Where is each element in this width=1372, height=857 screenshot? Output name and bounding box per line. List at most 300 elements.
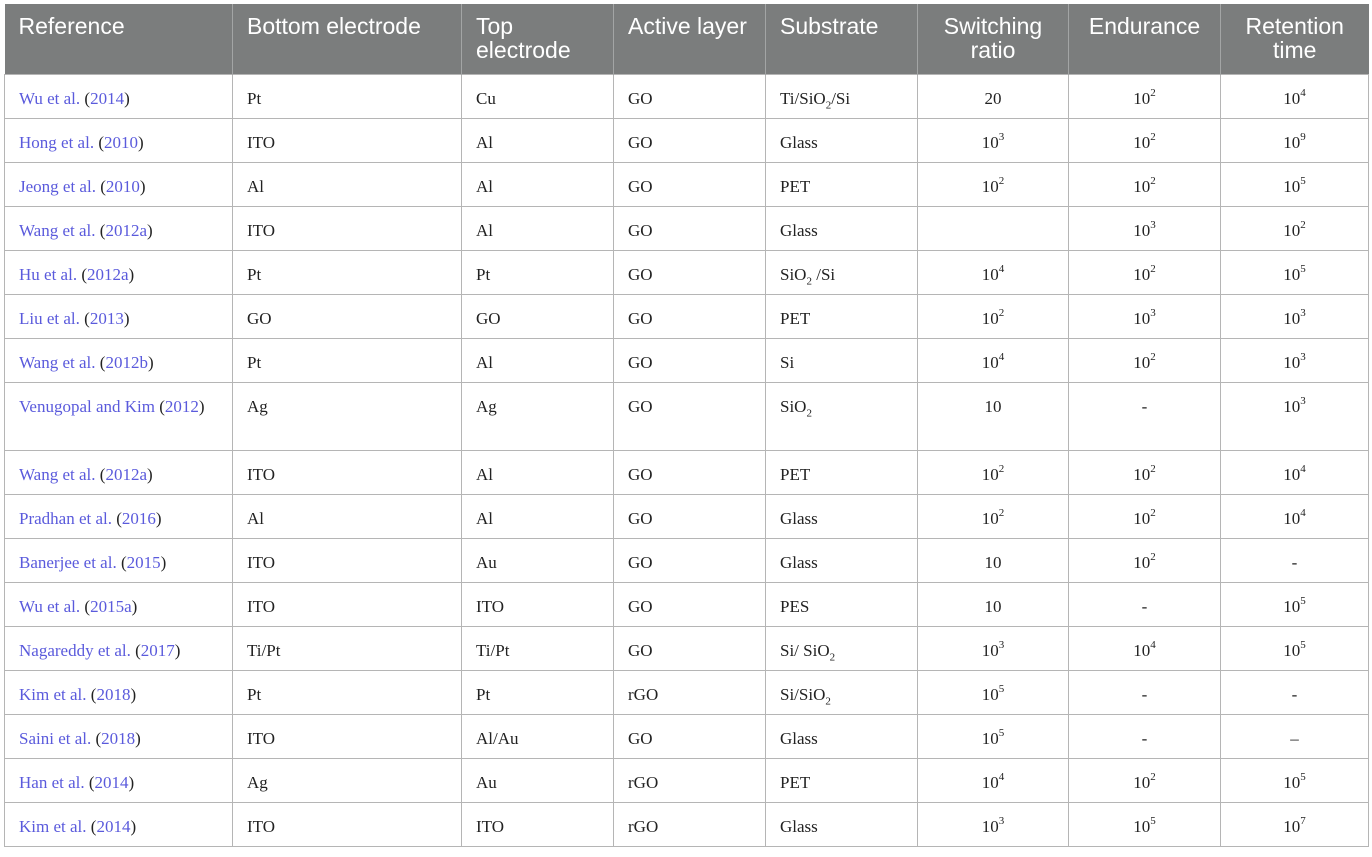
endurance-base: 10 xyxy=(1133,220,1151,240)
switching-ratio-exponent: 2 xyxy=(998,306,1005,319)
active-layer-cell: GO xyxy=(614,382,766,450)
retention-time-base: 10 xyxy=(1283,352,1301,372)
top-electrode-cell: ITO xyxy=(462,802,614,846)
reference-cell: Liu et al. (2013) xyxy=(5,294,233,338)
switching-ratio-base: 20 xyxy=(984,88,1002,108)
substrate-cell xyxy=(766,714,918,758)
endurance-base: 10 xyxy=(1133,352,1151,372)
switching-ratio-base: 10 xyxy=(984,552,1002,572)
reference-author-link[interactable]: Hong et al. xyxy=(19,132,95,152)
reference-cell: Pradhan et al. (2016) xyxy=(5,494,233,538)
endurance-base: - xyxy=(1141,684,1148,704)
table-row xyxy=(5,294,1369,338)
retention-time-base: - xyxy=(1291,552,1298,572)
switching-ratio-base: 10 xyxy=(981,264,999,284)
bottom-electrode-cell: Pt xyxy=(233,670,462,714)
switching-ratio-base: 10 xyxy=(981,176,999,196)
endurance-cell xyxy=(1069,670,1221,714)
active-layer-cell: GO xyxy=(614,162,766,206)
reference-year-link[interactable]: 2018 xyxy=(96,684,131,704)
retention-time-cell xyxy=(1221,206,1369,250)
switching-ratio-cell xyxy=(918,714,1069,758)
substrate-text: Si xyxy=(780,352,795,372)
header-switching-ratio: Switching ratio xyxy=(918,4,1069,74)
substrate-cell xyxy=(766,802,918,846)
switching-ratio-base: 10 xyxy=(981,684,999,704)
reference-year-link[interactable]: 2012b xyxy=(105,352,148,372)
endurance-base: 10 xyxy=(1133,508,1151,528)
reference-cell: Kim et al. (2014) xyxy=(5,802,233,846)
switching-ratio-base: 10 xyxy=(981,352,999,372)
substrate-text: PES xyxy=(780,596,810,616)
substrate-text-tail: /Si xyxy=(831,88,851,108)
endurance-exponent: 5 xyxy=(1150,814,1156,827)
top-electrode-cell: Al xyxy=(462,338,614,382)
table-row xyxy=(5,206,1369,250)
endurance-base: - xyxy=(1141,728,1148,748)
retention-time-cell xyxy=(1221,382,1369,450)
substrate-text: PET xyxy=(780,464,811,484)
switching-ratio-cell xyxy=(918,338,1069,382)
top-electrode-cell: Al xyxy=(462,494,614,538)
reference-author-link[interactable]: Kim et al. xyxy=(19,816,87,836)
bottom-electrode-cell: ITO xyxy=(233,714,462,758)
table-row xyxy=(5,450,1369,494)
switching-ratio-cell xyxy=(918,450,1069,494)
endurance-cell xyxy=(1069,162,1221,206)
endurance-exponent: 2 xyxy=(1150,462,1156,475)
endurance-cell xyxy=(1069,250,1221,294)
retention-time-base: 10 xyxy=(1283,396,1301,416)
endurance-cell xyxy=(1069,450,1221,494)
endurance-exponent: 2 xyxy=(1150,350,1156,363)
endurance-cell xyxy=(1069,538,1221,582)
switching-ratio-base: 10 xyxy=(981,132,999,152)
switching-ratio-exponent: 2 xyxy=(998,462,1005,475)
table-row xyxy=(5,538,1369,582)
retention-time-cell xyxy=(1221,450,1369,494)
endurance-base: 10 xyxy=(1133,464,1151,484)
switching-ratio-base: 10 xyxy=(981,772,999,792)
endurance-base: 10 xyxy=(1133,88,1151,108)
endurance-cell xyxy=(1069,802,1221,846)
bottom-electrode-cell: ITO xyxy=(233,450,462,494)
switching-ratio-cell xyxy=(918,250,1069,294)
bottom-electrode-cell: Al xyxy=(233,494,462,538)
bottom-electrode-cell: ITO xyxy=(233,582,462,626)
substrate-cell xyxy=(766,338,918,382)
reference-author-link[interactable]: Liu et al. xyxy=(19,308,80,328)
switching-ratio-cell xyxy=(918,670,1069,714)
substrate-cell xyxy=(766,450,918,494)
endurance-cell xyxy=(1069,294,1221,338)
substrate-text: Glass xyxy=(780,508,818,528)
header-substrate: Substrate xyxy=(766,4,918,74)
substrate-text: Glass xyxy=(780,816,818,836)
bottom-electrode-cell: Ti/Pt xyxy=(233,626,462,670)
switching-ratio-base: 10 xyxy=(981,464,999,484)
substrate-text: PET xyxy=(780,176,811,196)
retention-time-base: 10 xyxy=(1283,772,1301,792)
reference-year-link[interactable]: 2012a xyxy=(105,464,147,484)
top-electrode-cell: Au xyxy=(462,538,614,582)
switching-ratio-base: 10 xyxy=(981,508,999,528)
active-layer-cell: GO xyxy=(614,250,766,294)
endurance-cell xyxy=(1069,714,1221,758)
substrate-text-tail: /Si xyxy=(811,264,836,284)
active-layer-cell: rGO xyxy=(614,802,766,846)
reference-cell: Hong et al. (2010) xyxy=(5,118,233,162)
reference-cell: Han et al. (2014) xyxy=(5,758,233,802)
retention-time-base: 10 xyxy=(1283,88,1301,108)
header-top-electrode: Top electrode xyxy=(462,4,614,74)
table-row xyxy=(5,670,1369,714)
endurance-cell xyxy=(1069,338,1221,382)
top-electrode-cell: Au xyxy=(462,758,614,802)
switching-ratio-exponent: 5 xyxy=(998,726,1005,739)
switching-ratio-cell xyxy=(918,294,1069,338)
retention-time-exponent: 3 xyxy=(1300,394,1306,407)
reference-cell: Wu et al. (2014) xyxy=(5,74,233,118)
endurance-exponent: 2 xyxy=(1150,770,1156,783)
endurance-base: 10 xyxy=(1133,640,1151,660)
substrate-subscript: 2 xyxy=(806,406,812,419)
retention-time-exponent: 5 xyxy=(1300,594,1306,607)
switching-ratio-exponent: 2 xyxy=(998,506,1005,519)
top-electrode-cell: Al xyxy=(462,450,614,494)
switching-ratio-cell xyxy=(918,758,1069,802)
header-row xyxy=(5,4,1369,74)
reference-year-link[interactable]: 2014 xyxy=(96,816,131,836)
switching-ratio-cell xyxy=(918,802,1069,846)
substrate-cell xyxy=(766,250,918,294)
reference-cell: Kim et al. (2018) xyxy=(5,670,233,714)
reference-year-link[interactable]: 2015a xyxy=(90,596,132,616)
retention-time-base: 10 xyxy=(1283,464,1301,484)
endurance-exponent: 2 xyxy=(1150,86,1156,99)
reference-year-link[interactable]: 2010 xyxy=(104,132,138,152)
endurance-exponent: 2 xyxy=(1150,174,1156,187)
reference-author-link[interactable]: Hu et al. xyxy=(19,264,78,284)
reference-year-link[interactable]: 2012a xyxy=(105,220,147,240)
table-row xyxy=(5,118,1369,162)
retention-time-cell xyxy=(1221,758,1369,802)
reference-cell: Wang et al. (2012a) xyxy=(5,206,233,250)
active-layer-cell: GO xyxy=(614,494,766,538)
endurance-exponent: 3 xyxy=(1150,218,1156,231)
bottom-electrode-cell: ITO xyxy=(233,538,462,582)
table-row xyxy=(5,714,1369,758)
reference-cell: Jeong et al. (2010) xyxy=(5,162,233,206)
table-row xyxy=(5,162,1369,206)
active-layer-cell: GO xyxy=(614,206,766,250)
endurance-exponent: 2 xyxy=(1150,506,1156,519)
top-electrode-cell: Al xyxy=(462,118,614,162)
switching-ratio-cell xyxy=(918,206,1069,250)
active-layer-cell: GO xyxy=(614,294,766,338)
endurance-cell xyxy=(1069,582,1221,626)
switching-ratio-exponent: 4 xyxy=(998,262,1005,275)
top-electrode-cell: Al xyxy=(462,162,614,206)
switching-ratio-cell xyxy=(918,582,1069,626)
substrate-text: Glass xyxy=(780,728,818,748)
reference-year-link[interactable]: 2014 xyxy=(90,88,125,108)
reference-author-link[interactable]: Wang et al. xyxy=(19,464,96,484)
header-endurance: Endurance xyxy=(1069,4,1221,74)
reference-year-link[interactable]: 2013 xyxy=(89,308,124,328)
reference-author-link[interactable]: Jeong et al. xyxy=(19,176,96,196)
top-electrode-cell: GO xyxy=(462,294,614,338)
reference-year-link[interactable]: 2012a xyxy=(87,264,129,284)
endurance-exponent: 2 xyxy=(1150,130,1156,143)
retention-time-exponent: 5 xyxy=(1300,174,1306,187)
retention-time-base: 10 xyxy=(1283,640,1301,660)
bottom-electrode-cell: GO xyxy=(233,294,462,338)
bottom-electrode-cell: Ag xyxy=(233,382,462,450)
retention-time-exponent: 4 xyxy=(1300,506,1306,519)
substrate-cell xyxy=(766,382,918,450)
bottom-electrode-cell: Pt xyxy=(233,338,462,382)
table-row xyxy=(5,338,1369,382)
reference-year-link[interactable]: 2010 xyxy=(105,176,140,196)
substrate-text: Glass xyxy=(780,552,818,572)
reference-author-link[interactable]: Wu et al. xyxy=(19,88,81,108)
retention-time-cell xyxy=(1221,338,1369,382)
switching-ratio-cell xyxy=(918,162,1069,206)
endurance-base: 10 xyxy=(1133,772,1151,792)
switching-ratio-exponent: 3 xyxy=(998,130,1005,143)
table-row xyxy=(5,626,1369,670)
endurance-exponent: 2 xyxy=(1150,550,1156,563)
substrate-cell xyxy=(766,538,918,582)
reference-author-link[interactable]: Venugopal and Kim xyxy=(19,396,155,416)
endurance-exponent: 4 xyxy=(1150,638,1156,651)
switching-ratio-exponent: 2 xyxy=(998,174,1005,187)
table-row xyxy=(5,74,1369,118)
retention-time-base: - xyxy=(1291,684,1298,704)
substrate-text: Glass xyxy=(780,132,818,152)
endurance-cell xyxy=(1069,626,1221,670)
top-electrode-cell: Al/Au xyxy=(462,714,614,758)
switching-ratio-exponent: 4 xyxy=(998,350,1005,363)
header-active-layer: Active layer xyxy=(614,4,766,74)
retention-time-cell xyxy=(1221,714,1369,758)
top-electrode-cell: Al xyxy=(462,206,614,250)
header-retention-time: Retention time xyxy=(1221,4,1369,74)
reference-author-link[interactable]: Saini et al. xyxy=(19,728,92,748)
substrate-subscript: 2 xyxy=(806,274,812,287)
reference-cell: Saini et al. (2018) xyxy=(5,714,233,758)
active-layer-cell: GO xyxy=(614,626,766,670)
top-electrode-cell: Ag xyxy=(462,382,614,450)
reference-author-link[interactable]: Pradhan et al. xyxy=(19,508,112,528)
switching-ratio-base: 10 xyxy=(984,596,1002,616)
substrate-subscript: 2 xyxy=(825,98,832,111)
substrate-text: SiO xyxy=(780,264,807,284)
retention-time-cell xyxy=(1221,162,1369,206)
endurance-base: - xyxy=(1141,396,1148,416)
bottom-electrode-cell: Al xyxy=(233,162,462,206)
table-row xyxy=(5,582,1369,626)
retention-time-exponent: 5 xyxy=(1300,638,1306,651)
retention-time-exponent: 9 xyxy=(1300,130,1306,143)
bottom-electrode-cell: ITO xyxy=(233,802,462,846)
retention-time-exponent: 5 xyxy=(1300,262,1306,275)
reference-author-link[interactable]: Nagareddy et al. xyxy=(19,640,131,660)
endurance-cell xyxy=(1069,74,1221,118)
endurance-base: - xyxy=(1141,596,1148,616)
substrate-cell xyxy=(766,758,918,802)
switching-ratio-base: 10 xyxy=(981,728,999,748)
retention-time-base: – xyxy=(1290,728,1299,748)
retention-time-cell xyxy=(1221,74,1369,118)
reference-cell: Hu et al. (2012a) xyxy=(5,250,233,294)
active-layer-cell: GO xyxy=(614,118,766,162)
table-row xyxy=(5,382,1369,450)
retention-time-cell xyxy=(1221,626,1369,670)
retention-time-cell xyxy=(1221,494,1369,538)
retention-time-exponent: 7 xyxy=(1300,814,1306,827)
retention-time-exponent: 3 xyxy=(1300,350,1306,363)
retention-time-cell xyxy=(1221,118,1369,162)
switching-ratio-cell xyxy=(918,74,1069,118)
retention-time-exponent: 3 xyxy=(1300,306,1306,319)
endurance-cell xyxy=(1069,118,1221,162)
reference-author-link[interactable]: Wang et al. xyxy=(19,352,96,372)
active-layer-cell: rGO xyxy=(614,758,766,802)
bottom-electrode-cell: ITO xyxy=(233,206,462,250)
substrate-subscript: 2 xyxy=(825,694,831,707)
substrate-cell xyxy=(766,494,918,538)
retention-time-cell xyxy=(1221,670,1369,714)
retention-time-cell xyxy=(1221,582,1369,626)
reference-year-link[interactable]: 2016 xyxy=(121,508,156,528)
active-layer-cell: GO xyxy=(614,450,766,494)
substrate-cell xyxy=(766,626,918,670)
endurance-cell xyxy=(1069,382,1221,450)
retention-time-exponent: 2 xyxy=(1300,218,1306,231)
reference-cell: Nagareddy et al. (2017) xyxy=(5,626,233,670)
switching-ratio-cell xyxy=(918,538,1069,582)
retention-time-base: 10 xyxy=(1283,596,1301,616)
endurance-base: 10 xyxy=(1133,176,1151,196)
endurance-exponent: 3 xyxy=(1150,306,1156,319)
memristor-comparison-table xyxy=(4,4,1369,847)
retention-time-base: 10 xyxy=(1283,220,1301,240)
substrate-text: Si/ SiO xyxy=(780,640,830,660)
switching-ratio-base: 10 xyxy=(984,396,1002,416)
bottom-electrode-cell: ITO xyxy=(233,118,462,162)
top-electrode-cell: Pt xyxy=(462,670,614,714)
reference-cell: Venugopal and Kim (2012) xyxy=(5,382,233,450)
top-electrode-cell: Ti/Pt xyxy=(462,626,614,670)
active-layer-cell: GO xyxy=(614,338,766,382)
substrate-text: PET xyxy=(780,308,811,328)
switching-ratio-base: 10 xyxy=(981,640,999,660)
endurance-base: 10 xyxy=(1133,308,1151,328)
active-layer-cell: GO xyxy=(614,74,766,118)
bottom-electrode-cell: Ag xyxy=(233,758,462,802)
retention-time-exponent: 5 xyxy=(1300,770,1306,783)
reference-author-link[interactable]: Wang et al. xyxy=(19,220,96,240)
retention-time-base: 10 xyxy=(1283,308,1301,328)
endurance-base: 10 xyxy=(1133,552,1151,572)
top-electrode-cell: Pt xyxy=(462,250,614,294)
substrate-cell xyxy=(766,162,918,206)
substrate-cell xyxy=(766,118,918,162)
top-electrode-cell: Cu xyxy=(462,74,614,118)
switching-ratio-base: 10 xyxy=(981,308,999,328)
endurance-exponent: 2 xyxy=(1150,262,1156,275)
retention-time-cell xyxy=(1221,250,1369,294)
switching-ratio-exponent: 3 xyxy=(998,638,1005,651)
table-row xyxy=(5,758,1369,802)
retention-time-cell xyxy=(1221,538,1369,582)
reference-cell: Wang et al. (2012b) xyxy=(5,338,233,382)
retention-time-cell xyxy=(1221,294,1369,338)
substrate-cell xyxy=(766,670,918,714)
reference-author-link[interactable]: Banerjee et al. xyxy=(19,552,117,572)
retention-time-cell xyxy=(1221,802,1369,846)
active-layer-cell: rGO xyxy=(614,670,766,714)
reference-cell: Wang et al. (2012a) xyxy=(5,450,233,494)
table-row xyxy=(5,802,1369,846)
substrate-cell xyxy=(766,206,918,250)
substrate-text: Ti/SiO xyxy=(780,88,826,108)
reference-year-link[interactable]: 2018 xyxy=(101,728,136,748)
header-reference: Reference xyxy=(5,4,233,74)
substrate-subscript: 2 xyxy=(829,650,836,663)
retention-time-base: 10 xyxy=(1283,508,1301,528)
switching-ratio-base: 10 xyxy=(981,816,999,836)
header-bottom-electrode: Bottom electrode xyxy=(233,4,462,74)
reference-year-link[interactable]: 2014 xyxy=(94,772,129,792)
top-electrode-cell: ITO xyxy=(462,582,614,626)
bottom-electrode-cell: Pt xyxy=(233,74,462,118)
active-layer-cell: GO xyxy=(614,582,766,626)
endurance-cell xyxy=(1069,494,1221,538)
switching-ratio-cell xyxy=(918,494,1069,538)
endurance-base: 10 xyxy=(1133,264,1151,284)
substrate-text: SiO xyxy=(780,396,807,416)
retention-time-exponent: 4 xyxy=(1300,462,1306,475)
substrate-text: PET xyxy=(780,772,811,792)
endurance-base: 10 xyxy=(1133,132,1151,152)
reference-author-link[interactable]: Kim et al. xyxy=(19,684,87,704)
retention-time-exponent: 4 xyxy=(1300,86,1306,99)
reference-cell: Banerjee et al. (2015) xyxy=(5,538,233,582)
endurance-base: 10 xyxy=(1133,816,1151,836)
substrate-text: Glass xyxy=(780,220,818,240)
reference-year-link[interactable]: 2012 xyxy=(164,396,199,416)
reference-author-link[interactable]: Han et al. xyxy=(19,772,85,792)
retention-time-base: 10 xyxy=(1283,264,1301,284)
switching-ratio-exponent: 5 xyxy=(998,682,1005,695)
retention-time-base: 10 xyxy=(1283,176,1301,196)
switching-ratio-cell xyxy=(918,626,1069,670)
bottom-electrode-cell: Pt xyxy=(233,250,462,294)
reference-year-link[interactable]: 2017 xyxy=(140,640,175,660)
active-layer-cell: GO xyxy=(614,538,766,582)
endurance-cell xyxy=(1069,206,1221,250)
reference-year-link[interactable]: 2015 xyxy=(126,552,161,572)
reference-cell: Wu et al. (2015a) xyxy=(5,582,233,626)
retention-time-base: 10 xyxy=(1283,816,1301,836)
switching-ratio-cell xyxy=(918,382,1069,450)
retention-time-base: 10 xyxy=(1283,132,1301,152)
reference-author-link[interactable]: Wu et al. xyxy=(19,596,81,616)
substrate-cell xyxy=(766,582,918,626)
